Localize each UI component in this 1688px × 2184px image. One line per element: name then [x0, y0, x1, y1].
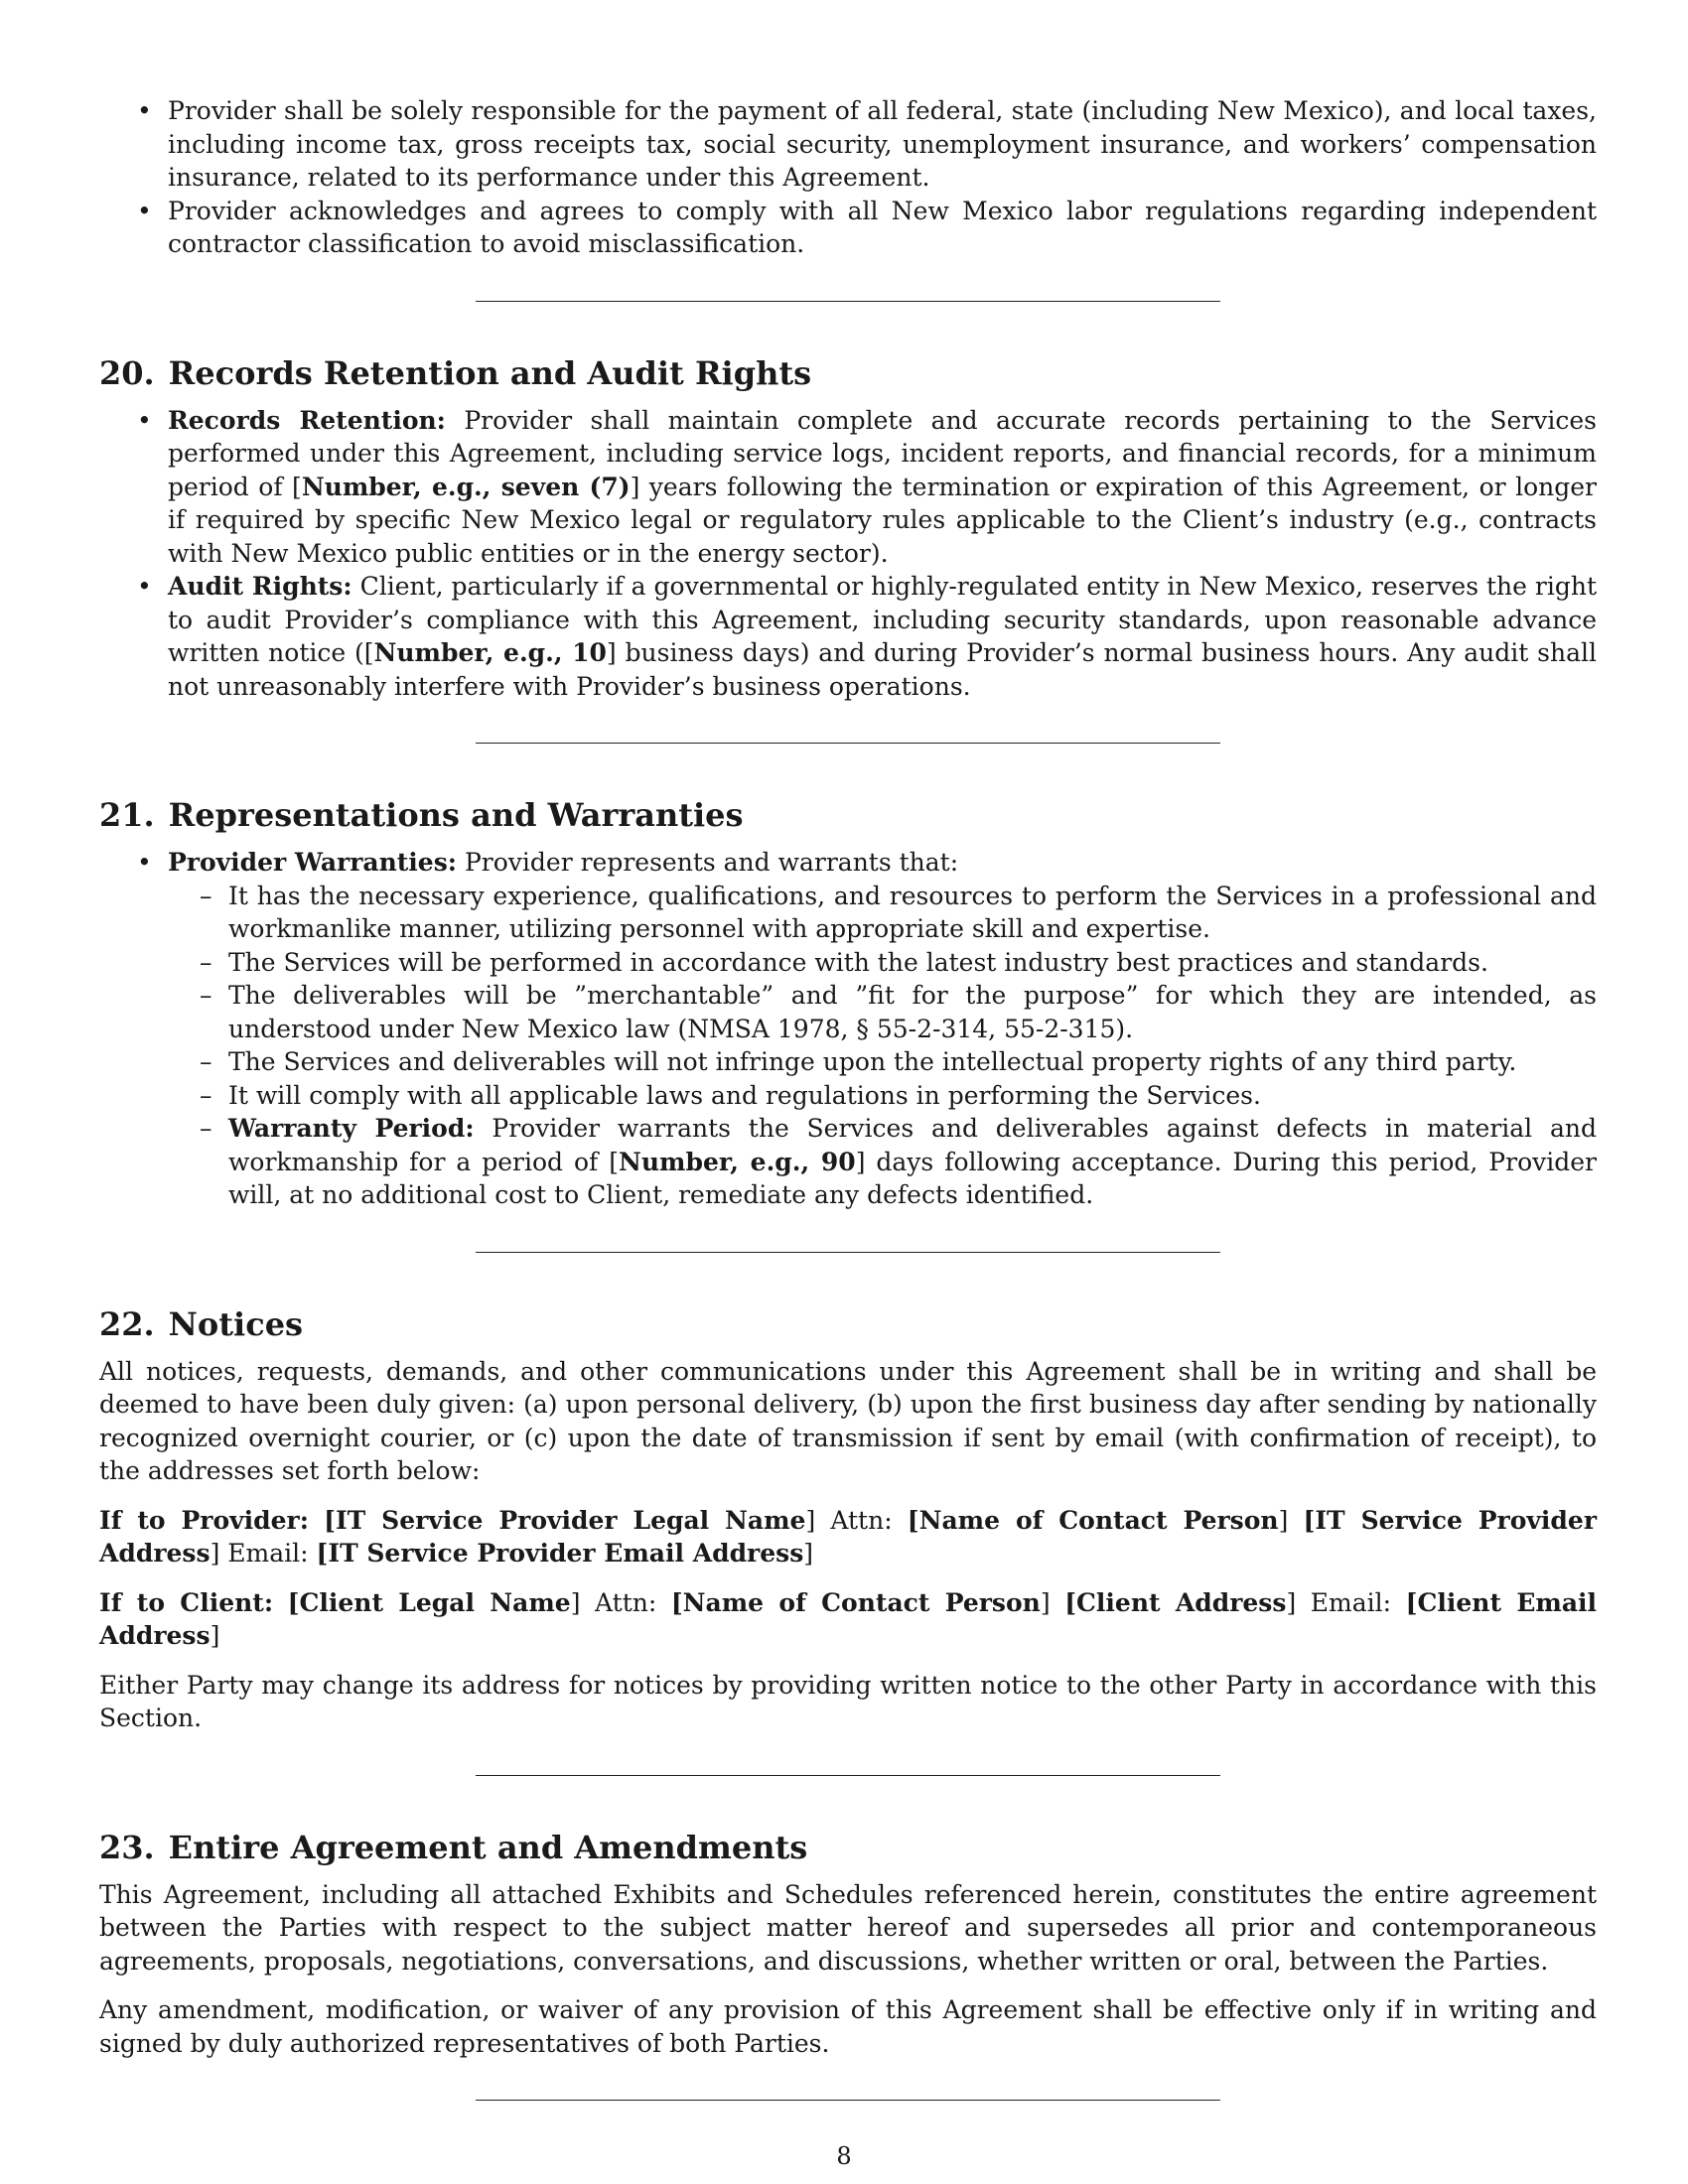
section-divider — [476, 2100, 1220, 2101]
list-item-audit-rights — [168, 570, 1597, 703]
notices-paragraph: All notices, requests, demands, and other communications under this Agreement shall be in writing and shall be deemed to have been duly given: (a) upon personal delivery, (b) upon the first business day after sending by nationally recognized overnight courier, or (c) upon the date of transmission if sent by email (with confirmation of receipt), to the addresses set forth below: — [99, 1356, 1597, 1485]
section-heading-21 — [99, 795, 1597, 835]
section-divider — [476, 301, 1220, 302]
list-item-records-retention — [168, 404, 1597, 571]
clause-text: ] business days) and during Provider’s normal business hours. Any audit shall not unreasonably interfere with Provider’s business operations. — [168, 638, 1597, 701]
page-number: 8 — [836, 2142, 852, 2170]
email-label: Email: — [1310, 1587, 1392, 1617]
section-heading-23 — [99, 1828, 1597, 1867]
clause-text: Provider shall maintain complete and accurate records pertaining to the Services performed under this Agreement, including service logs, incident reports, and financial records, for a minimum period of [ — [168, 405, 1597, 501]
term-label: Audit Rights: — [168, 572, 352, 601]
sublist-item: – The Services will be performed in accordance with the latest industry best practices and standards. — [228, 946, 1597, 980]
clause-text: Client, particularly if a governmental or highly-regulated entity in New Mexico, reserves the right to audit Provider’s compliance with this Agreement, including security standards, upon reasonable advance written notice ([ — [168, 572, 1597, 667]
term-label: Provider Warranties: — [168, 848, 458, 877]
section-number: 23. — [99, 1828, 155, 1866]
entire-agreement-paragraph: This Agreement, including all attached Exhibits and Schedules referenced herein, constitutes the entire agreement between the Parties with respect to the subject matter hereof and supersedes all prior and contemporaneous agreements, proposals, negotiations, conversations, and discussions, whether written or oral, between the Parties. — [99, 1879, 1597, 1976]
term-label: Records Retention: — [168, 405, 446, 435]
sublist-item: – It will comply with all applicable laws and regulations in performing the Services. — [228, 1079, 1597, 1113]
section-title: Entire Agreement and Amendments — [168, 1828, 808, 1866]
provider-address-block: If to Provider: [IT Service Provider Legal Name] Attn: [Name of Contact Person] [IT Service Provider Address] Email: [IT Service Provider Email Address] — [99, 1505, 1597, 1568]
attn-label: Attn: — [595, 1587, 657, 1617]
clause-text: ] years following the termination or expiration of this Agreement, or longer if required by specific New Mexico legal or regulatory rules applicable to the Client’s industry (e.g., contracts with New Mexico public entities or in the energy sector). — [168, 472, 1597, 568]
sublist-item: – It has the necessary experience, qualifications, and resources to perform the Services in a professional and workmanlike manner, utilizing personnel with appropriate skill and expertise. — [228, 880, 1597, 946]
section-heading-20 — [99, 353, 1597, 393]
placeholder-field: Number, e.g., seven (7) — [301, 472, 631, 501]
sublist-item-warranty-period — [228, 1112, 1597, 1212]
sublist-item: – The Services and deliverables will not infringe upon the intellectual property rights of any third party. — [228, 1045, 1597, 1079]
placeholder-field: Client Address — [1076, 1587, 1287, 1617]
section-number: 20. — [99, 353, 155, 392]
placeholder-field: Name of Contact Person — [682, 1587, 1041, 1617]
clause-text: ] days following acceptance. During this period, Provider will, at no additional cost to Client, remediate any defects identified. — [228, 1147, 1597, 1209]
sublist-item: – The deliverables will be ”merchantable” and ”fit for the purpose” for which they are intended, as understood under New Mexico law (NMSA 1978, § 55-2-314, 55-2-315). — [228, 979, 1597, 1045]
section-divider — [476, 743, 1220, 744]
section-number: 21. — [99, 796, 155, 834]
section-number: 22. — [99, 1304, 155, 1343]
warranties-list — [99, 846, 1597, 1212]
list-item-provider-warranties — [168, 846, 1597, 1212]
section-title: Representations and Warranties — [168, 796, 744, 834]
attn-label: Attn: — [830, 1505, 893, 1535]
notices-closing-paragraph: Either Party may change its address for notices by providing written notice to the other Party in accordance with this Section. — [99, 1670, 1597, 1732]
section-heading-22 — [99, 1304, 1597, 1344]
document-page — [99, 94, 1597, 2152]
recipient-label: If to Provider: — [99, 1505, 309, 1535]
placeholder-field: Number, e.g., 90 — [619, 1147, 856, 1176]
clause-text: Provider warrants the Services and deliverables against defects in material and workmanship for a period of [ — [228, 1114, 1597, 1176]
section-title: Notices — [168, 1304, 304, 1343]
recipient-label: If to Client: — [99, 1587, 274, 1617]
section-title: Records Retention and Audit Rights — [168, 353, 812, 392]
placeholder-field: Client Legal Name — [299, 1587, 571, 1617]
records-audit-list — [99, 404, 1597, 704]
email-label: Email: — [227, 1539, 309, 1568]
client-address-block: If to Client: [Client Legal Name] Attn: [Name of Contact Person] [Client Address] Email: [Client Email Address] — [99, 1587, 1598, 1650]
placeholder-field: IT Service Provider Legal Name — [335, 1505, 806, 1535]
list-item: • Provider shall be solely responsible for the payment of all federal, state (including New Mexico), and local taxes, including income tax, gross receipts tax, social security, unemployment insurance, and workers’ compensation insurance, related to its performance under this Agreement. — [168, 94, 1597, 195]
tax-obligations-list — [99, 94, 1597, 261]
clause-text: Provider represents and warrants that: — [457, 848, 959, 877]
placeholder-field: IT Service Provider Address — [99, 1505, 1597, 1568]
list-item: • Provider acknowledges and agrees to comply with all New Mexico labor regulations regarding independent contractor classification to avoid misclassification. — [168, 195, 1597, 261]
amendments-paragraph: Any amendment, modification, or waiver of any provision of this Agreement shall be effective only if in writing and signed by duly authorized representatives of both Parties. — [99, 1995, 1597, 2058]
placeholder-field: Name of Contact Person — [918, 1505, 1279, 1535]
placeholder-field: Client Email Address — [99, 1587, 1598, 1650]
term-label: Warranty Period: — [228, 1114, 475, 1143]
section-divider — [476, 1252, 1220, 1253]
placeholder-field: IT Service Provider Email Address — [328, 1539, 804, 1568]
section-divider — [476, 1775, 1220, 1776]
placeholder-field: Number, e.g., 10 — [373, 638, 607, 667]
warranty-sublist — [168, 880, 1597, 1212]
